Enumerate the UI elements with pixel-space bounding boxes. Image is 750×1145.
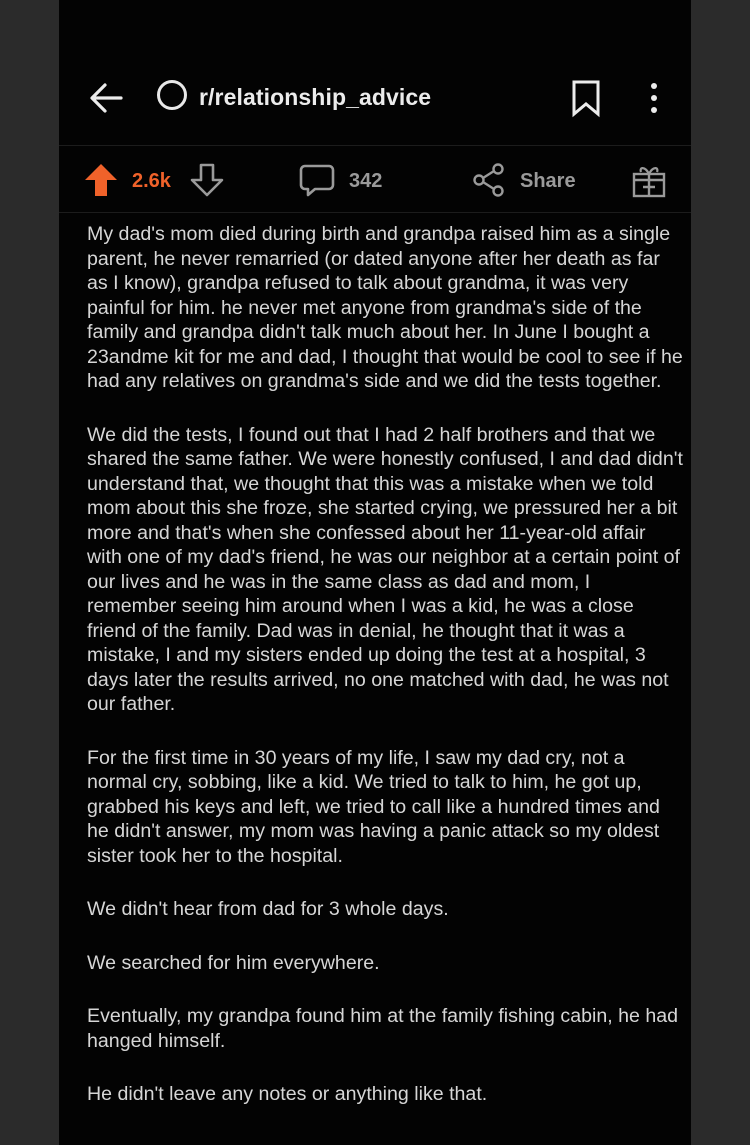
speech-bubble-icon xyxy=(299,163,335,197)
arrow-left-icon xyxy=(87,78,127,118)
vote-score: 2.6k xyxy=(132,170,171,192)
downvote-button[interactable] xyxy=(189,162,225,198)
post-paragraph: We searched for him everywhere. xyxy=(87,951,380,974)
comment-count: 342 xyxy=(349,170,383,192)
more-options-button[interactable] xyxy=(643,78,665,118)
post-paragraph: For the first time in 30 years of my life, I saw my dad cry, not a normal cry, sobbing, like a kid. We tried to talk to him, he got up, grabbed his keys and left, we tried to call like a hundred times and he didn't answer, my mom was having a panic attack so my oldest sister took her to the hospital. xyxy=(87,746,660,867)
gift-icon xyxy=(631,163,667,199)
post-paragraph: We didn't hear from dad for 3 whole days. xyxy=(87,898,449,920)
post-body xyxy=(87,222,683,1136)
bookmark-icon xyxy=(569,78,603,118)
post-header xyxy=(59,0,691,146)
reddit-app xyxy=(59,0,691,1145)
subreddit-avatar-circle-icon[interactable] xyxy=(157,80,187,110)
share-icon xyxy=(471,163,507,197)
back-button[interactable] xyxy=(87,78,127,118)
upvote-button[interactable] xyxy=(83,162,119,198)
award-button[interactable] xyxy=(631,163,667,199)
post-paragraph: Eventually, my grandpa found him at the family fishing cabin, he had hanged himself. xyxy=(87,1005,679,1052)
post-paragraph: He didn't leave any notes or anything like that. xyxy=(87,1083,488,1105)
share-button[interactable] xyxy=(471,163,507,197)
share-label[interactable]: Share xyxy=(520,170,576,192)
comments-button[interactable] xyxy=(299,163,335,197)
post-paragraph: My dad's mom died during birth and grandpa raised him as a single parent, he never remarried (or dated anyone after her death as far as I know), grandpa refused to talk about grandma, it was very painful for him. he never met anyone from grandma's side of the family and grandpa didn't talk much about her. In June I bought a 23andme kit for me and dad, I thought that would be cool to see if he had any relatives on grandma's side and we did the tests together. xyxy=(87,223,683,392)
post-action-bar xyxy=(59,146,691,213)
post-paragraph: We did the tests, I found out that I had 2 half brothers and that we shared the same father. We were honestly confused, I and dad didn't understand that, we thought that this was a mistake when we told mom about this she froze, she started crying, we pressured her a bit more and that's when she confessed about her 11-year-old affair with one of my dad's friend, he was our neighbor at a certain point of our lives and he was in the same class as dad and mom, I remember seeing him around when I was a kid, he was a close friend of the family. Dad was in denial, he thought that it was a mistake, I and my sisters ended up doing the test at a hospital, 3 days later the results arrived, no one matched with dad, he was not our father. xyxy=(87,423,683,715)
arrow-down-icon xyxy=(189,162,225,198)
bookmark-button[interactable] xyxy=(569,78,603,118)
arrow-up-icon xyxy=(83,162,119,198)
subreddit-name[interactable]: r/relationship_advice xyxy=(199,84,432,110)
kebab-menu-icon xyxy=(643,78,665,118)
